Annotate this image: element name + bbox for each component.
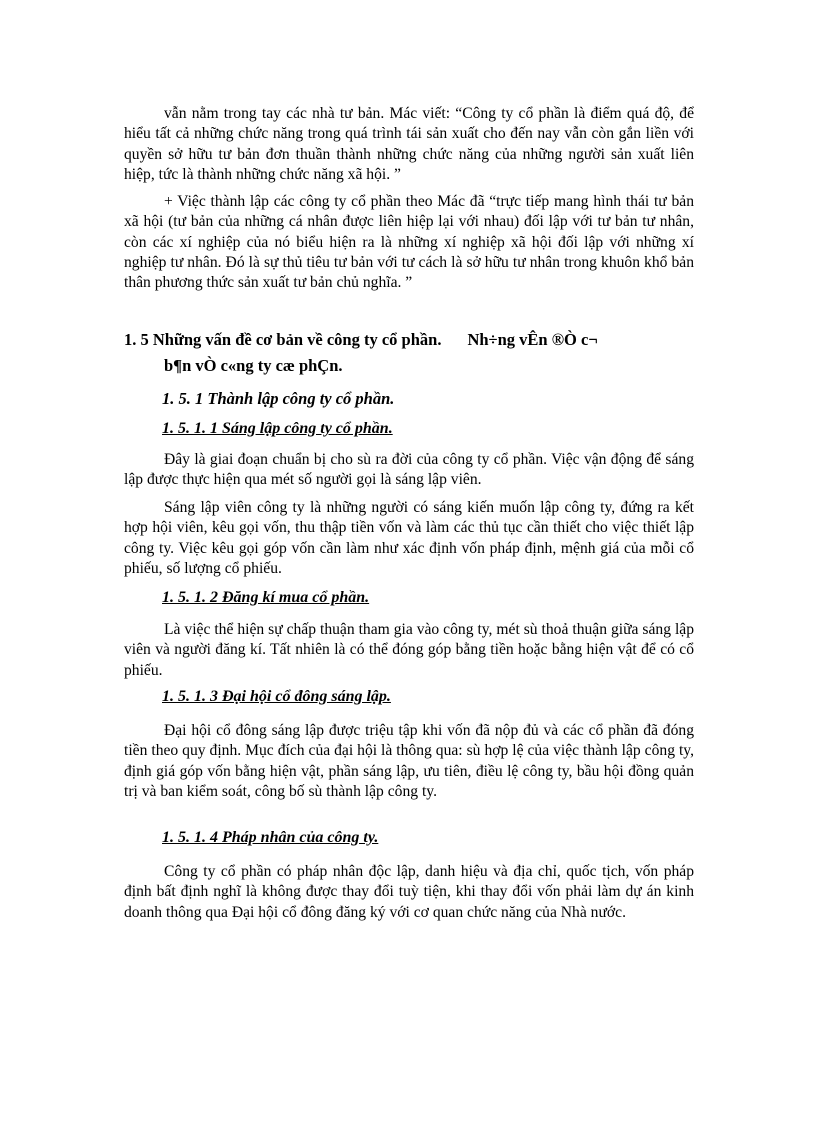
section-heading-1-5-garbled-a: Nh÷ng vÊn ®Ò c¬	[467, 330, 598, 349]
paragraph-joint-stock-establishment: + Việc thành lập các công ty cổ phần theo Mác đã “trực tiếp mang hình thái tư bản xã hội (tư bản của những cá nhân được liên hiệp lại với nhau) đối lập với tư bản tư nhân, còn các xí nghiệp của nó biểu hiện ra là những xí nghiệp xã hội đối lập với những xí nghiệp tư nhân. Đó là sự thủ tiêu tư bản với tư cách là sở hữu tư nhân trong khuôn khổ bản thân phương thức sản xuất tư bản chủ nghĩa. ”	[124, 193, 694, 292]
section-heading-1-5-title: 1. 5 Những vấn đề cơ bản về công ty cổ phần.	[124, 330, 442, 349]
section-heading-1-5-1: 1. 5. 1 Thành lập công ty cổ phần.	[162, 389, 395, 408]
section-heading-1-5-1-4: 1. 5. 1. 4 Pháp nhân của công ty.	[162, 829, 379, 846]
paragraph-share-registration: Là việc thể hiện sự chấp thuận tham gia vào công ty, mét sù thoả thuận giữa sáng lập viên và người đăng kí. Tất nhiên là có thể đóng góp bằng tiền hoặc bằng hiện vật để có cổ phiếu.	[124, 621, 694, 679]
section-heading-1-5-1-2: 1. 5. 1. 2 Đăng kí mua cổ phần.	[162, 589, 370, 606]
paragraph-legal-entity: Công ty cổ phần có pháp nhân độc lập, danh hiệu và địa chỉ, quốc tịch, vốn pháp định bất định nghĩ là không được thay đổi tuỳ tiện, khi thay đổi vốn phải làm dự án kinh doanh thông qua Đại hội cổ đông đăng ký với cơ quan chức năng của Nhà nước.	[124, 863, 694, 921]
section-heading-1-5-garbled-b: b¶n vÒ c«ng ty cæ phÇn.	[164, 356, 343, 375]
paragraph-founders: Sáng lập viên công ty là những người có sáng kiến muốn lập công ty, đứng ra kết hợp hội viên, kêu gọi vốn, thu thập tiền vốn và làm các thủ tục cần thiết cho việc thiết lập công ty. Việc kêu gọi góp vốn cần làm như xác định vốn pháp định, mệnh giá của mỗi cổ phiếu, số lượng cổ phiếu.	[124, 499, 694, 577]
paragraph-founding-shareholders-meeting: Đại hội cổ đông sáng lập được triệu tập khi vốn đã nộp đủ và các cổ phần đã đóng tiền theo quy định. Mục đích của đại hội là thông qua: sù hợp lệ của việc thành lập công ty, định giá góp vốn bằng hiện vật, phần sáng lập, ưu tiên, điều lệ công ty, bầu hội đồng quản trị và ban kiểm soát, công bố sù thành lập công ty.	[124, 722, 694, 800]
paragraph-preparation-stage: Đây là giai đoạn chuẩn bị cho sù ra đời của công ty cổ phần. Việc vận động để sáng lập được thực hiện qua mét số người gọi là sáng lập viên.	[124, 451, 694, 489]
section-heading-1-5-1-1: 1. 5. 1. 1 Sáng lập công ty cổ phần.	[162, 420, 393, 437]
paragraph-marx-quote: vẫn nằm trong tay các nhà tư bản. Mác viết: “Công ty cổ phần là điểm quá độ, để hiểu tất cả những chức năng trong quá trình tái sản xuất cho đến nay vẫn còn gắn liền với quyền sở hữu tư bản đơn thuần thành những chức năng của những người sản xuất liên hiệp, tức là thành những chức năng xã hội. ”	[124, 105, 694, 183]
section-heading-1-5	[124, 327, 724, 379]
section-heading-1-5-1-3: 1. 5. 1. 3 Đại hội cổ đông sáng lập.	[162, 688, 391, 705]
